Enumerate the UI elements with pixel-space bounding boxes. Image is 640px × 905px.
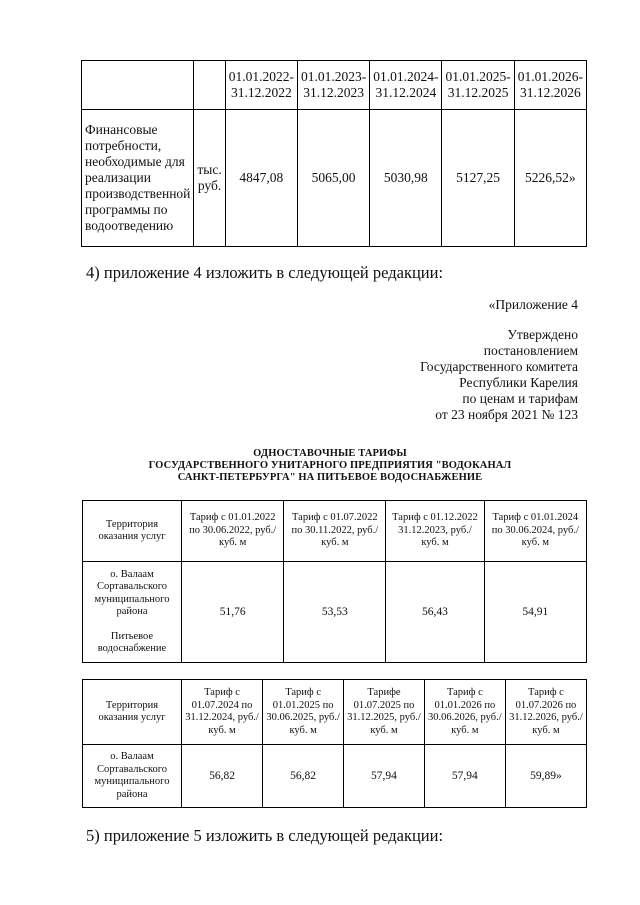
tariff-header: Тариф с 01.07.2022 по 30.11.2022, руб./куб. м (284, 501, 386, 562)
tariff-value: 57,94 (344, 745, 425, 808)
value-cell: 4847,08 (225, 110, 297, 247)
table-header-row (83, 501, 587, 562)
table-row (83, 745, 587, 808)
approval-line: Республики Карелия (459, 375, 578, 390)
territory-header: Территория оказания услуг (83, 680, 182, 745)
header-cell-empty (82, 61, 194, 110)
tariff-value: 56,43 (386, 562, 484, 663)
row-label: Финансовые потребности, необходимые для реализации производственной программы по водоотведению (82, 110, 194, 247)
value-cell: 5065,00 (297, 110, 369, 247)
tariff-header: Тариф с 01.01.2022 по 30.06.2022, руб./куб. м (182, 501, 284, 562)
approval-line: от 23 ноября 2021 № 123 (435, 407, 578, 422)
period-header: 01.01.2023-31.12.2023 (297, 61, 369, 110)
heading-line: ГОСУДАРСТВЕННОГО УНИТАРНОГО ПРЕДПРИЯТИЯ "ВОДОКАНАЛ (148, 460, 512, 471)
value-cell: 5127,25 (442, 110, 514, 247)
tariff-header: Тариф с 01.12.2022 31.12.2023, руб./куб. м (386, 501, 484, 562)
tariff-value: 54,91 (484, 562, 586, 663)
appendix-title: «Приложение 4 (488, 297, 578, 312)
table-row (82, 110, 587, 247)
paragraph-item-4: 4) приложение 4 изложить в следующей редакции: (86, 263, 444, 282)
tariff-value: 53,53 (284, 562, 386, 663)
value-cell: 5030,98 (370, 110, 442, 247)
tariff-value: 56,82 (263, 745, 344, 808)
unit-cell: тыс. руб. (194, 110, 225, 247)
header-cell-empty (194, 61, 225, 110)
territory-cell: о. Валаам Сортавальского муниципального района (83, 745, 182, 808)
approval-line: Государственного комитета (420, 359, 578, 374)
period-header: 01.01.2024-31.12.2024 (370, 61, 442, 110)
approval-line: по ценам и тарифам (462, 391, 578, 406)
tariff-value: 51,76 (182, 562, 284, 663)
table-row (83, 562, 587, 663)
heading-line: ОДНОСТАВОЧНЫЕ ТАРИФЫ (253, 448, 407, 459)
tariff-header: Тарифе 01.07.2025 по 31.12.2025, руб./куб. м (344, 680, 425, 745)
financial-needs-table (81, 60, 587, 247)
tariff-header: Тариф с 01.01.2026 по 30.06.2026, руб./куб. м (424, 680, 505, 745)
value-cell: 5226,52» (514, 110, 586, 247)
tariff-value: 56,82 (182, 745, 263, 808)
tariff-table-2024-2026 (82, 679, 587, 808)
service-name: Питьевое водоснабжение (97, 630, 167, 654)
tariff-table-2022-2024 (82, 500, 587, 663)
territory-cell (83, 562, 182, 663)
tariff-value: 57,94 (424, 745, 505, 808)
table-header-row (82, 61, 587, 110)
tariff-header: Тариф с 01.01.2025 по 30.06.2025, руб./куб. м (263, 680, 344, 745)
approval-block (420, 327, 578, 423)
period-header: 01.01.2025-31.12.2025 (442, 61, 514, 110)
approval-line: постановлением (483, 343, 578, 358)
paragraph-item-5: 5) приложение 5 изложить в следующей редакции: (86, 826, 444, 845)
tariff-header: Тариф с 01.07.2026 по 31.12.2026, руб./куб. м (505, 680, 586, 745)
heading-line: САНКТ-ПЕТЕРБУРГА" НА ПИТЬЕВОЕ ВОДОСНАБЖЕНИЕ (177, 472, 483, 483)
period-header: 01.01.2026-31.12.2026 (514, 61, 586, 110)
period-header: 01.01.2022-31.12.2022 (225, 61, 297, 110)
tariff-header: Тариф с 01.01.2024 по 30.06.2024, руб./куб. м (484, 501, 586, 562)
tariff-value: 59,89» (505, 745, 586, 808)
approval-line: Утверждено (507, 327, 578, 342)
territory-header: Территория оказания услуг (83, 501, 182, 562)
tariff-header: Тариф с 01.07.2024 по 31.12.2024, руб./куб. м (182, 680, 263, 745)
territory-name: о. Валаам Сортавальского муниципального района (94, 568, 170, 617)
tariff-heading (110, 448, 550, 484)
table-header-row (83, 680, 587, 745)
